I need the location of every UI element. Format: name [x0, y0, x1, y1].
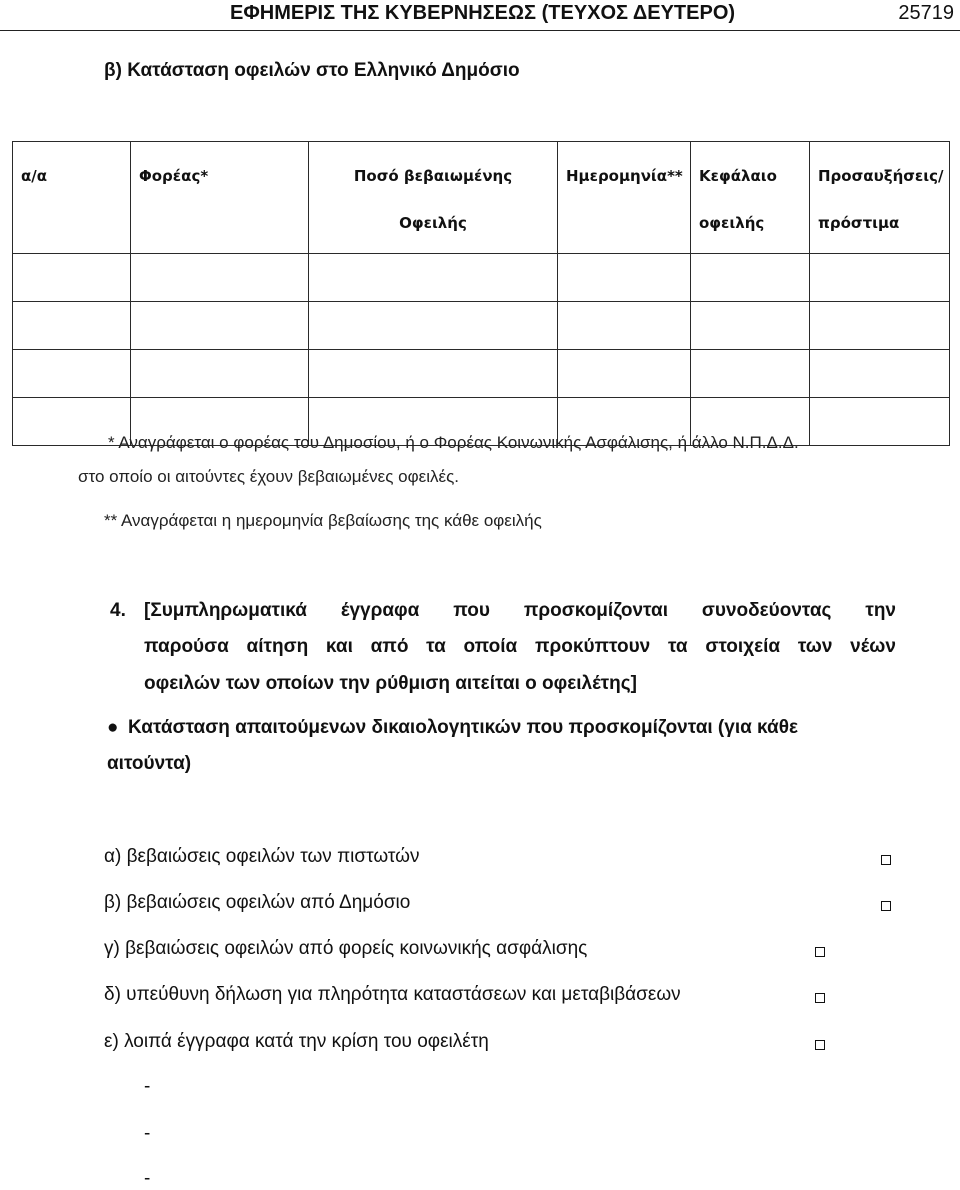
document-item-creditor-certificates: α) βεβαιώσεις οφειλών των πιστωτών: [104, 846, 420, 867]
table-cell[interactable]: [13, 350, 131, 398]
column-header-principal: Κεφάλαιο οφειλής: [691, 142, 810, 254]
table-cell[interactable]: [558, 302, 691, 350]
gazette-header-title: ΕΦΗΜΕΡΙΣ ΤΗΣ ΚΥΒΕΡΝΗΣΕΩΣ (ΤΕΥΧΟΣ ΔΕΥΤΕΡΟ): [230, 2, 736, 24]
table-cell[interactable]: [131, 350, 309, 398]
table-row: [13, 350, 950, 398]
section-4-number: 4.: [110, 600, 126, 621]
table-cell[interactable]: [810, 350, 950, 398]
heading-word: [Συμπληρωματικά: [144, 600, 307, 621]
checkbox-solemn-declaration[interactable]: [815, 993, 825, 1003]
debts-table: [12, 141, 950, 446]
table-cell[interactable]: [13, 254, 131, 302]
table-cell[interactable]: [558, 254, 691, 302]
table-cell[interactable]: [691, 350, 810, 398]
heading-word: τα: [667, 636, 688, 657]
table-cell[interactable]: [309, 254, 558, 302]
page-number: 25719: [898, 2, 954, 24]
checkbox-public-sector-certificates[interactable]: [881, 901, 891, 911]
table-cell[interactable]: [691, 302, 810, 350]
table-cell[interactable]: [131, 302, 309, 350]
list-dash: -: [144, 1168, 151, 1189]
required-documents-heading-continued: αιτούντα): [107, 753, 192, 774]
document-item-other-documents: ε) λοιπά έγγραφα κατά την κρίση του οφειλέτη: [104, 1031, 489, 1052]
column-header-date: Ημερομηνία**: [558, 142, 691, 254]
table-cell[interactable]: [309, 350, 558, 398]
section-4-heading-line-1: [144, 600, 896, 622]
heading-word: τα: [426, 636, 446, 657]
heading-word: έγγραφα: [340, 600, 420, 621]
table-cell[interactable]: [810, 398, 950, 446]
table-cell[interactable]: [691, 254, 810, 302]
heading-word: αίτηση: [246, 636, 309, 657]
heading-word: παρούσα: [144, 636, 229, 657]
heading-word: προκύπτουν: [534, 636, 651, 657]
heading-word: την: [865, 600, 896, 621]
list-dash: -: [144, 1076, 151, 1097]
heading-word: και: [325, 636, 353, 657]
table-cell[interactable]: [810, 254, 950, 302]
table-header-row: [13, 142, 950, 254]
footnote-date: ** Αναγράφεται η ημερομηνία βεβαίωσης της κάθε οφειλής: [104, 511, 542, 530]
table-cell[interactable]: [309, 302, 558, 350]
heading-word: από: [370, 636, 409, 657]
table-cell[interactable]: [810, 302, 950, 350]
table-row: [13, 302, 950, 350]
section-title: β) Κατάσταση οφειλών στο Ελληνικό Δημόσιο: [104, 60, 520, 81]
document-item-social-security-certificates: γ) βεβαιώσεις οφειλών από φορείς κοινωνικής ασφάλισης: [104, 938, 588, 959]
column-header-surcharges: Προσαυξήσεις/ πρόστιμα: [810, 142, 950, 254]
checkbox-other-documents[interactable]: [815, 1040, 825, 1050]
section-4-heading-line-3: οφειλών των οποίων την ρύθμιση αιτείται ο οφειλέτης]: [144, 673, 637, 694]
table-cell[interactable]: [131, 254, 309, 302]
list-dash: -: [144, 1123, 151, 1144]
footnote-foreas-continued: στο οποίο οι αιτούντες έχουν βεβαιωμένες οφειλές.: [78, 467, 459, 486]
document-item-public-sector-certificates: β) βεβαιώσεις οφειλών από Δημόσιο: [104, 892, 411, 913]
column-header-aa: α/α: [13, 142, 131, 254]
bullet-icon: ●: [107, 717, 119, 738]
heading-word: οποία: [463, 636, 518, 657]
heading-word: νέων: [850, 636, 896, 657]
required-documents-heading: Κατάσταση απαιτούμενων δικαιολογητικών που προσκομίζονται (για κάθε: [128, 717, 798, 738]
heading-word: στοιχεία: [705, 636, 781, 657]
section-4-heading-line-2: [144, 636, 896, 658]
heading-word: που: [453, 600, 490, 621]
header-divider: [0, 30, 960, 31]
checkbox-social-security-certificates[interactable]: [815, 947, 825, 957]
table-cell[interactable]: [13, 302, 131, 350]
table-row: [13, 254, 950, 302]
table-cell[interactable]: [558, 350, 691, 398]
heading-word: προσκομίζονται: [523, 600, 668, 621]
document-item-solemn-declaration: δ) υπεύθυνη δήλωση για πληρότητα καταστάσεων και μεταβιβάσεων: [104, 984, 681, 1005]
column-header-amount: Ποσό βεβαιωμένης Οφειλής: [309, 142, 558, 254]
heading-word: των: [797, 636, 833, 657]
footnote-foreas: * Αναγράφεται ο φορέας του Δημοσίου, ή ο Φορέας Κοινωνικής Ασφάλισης, ή άλλο Ν.Π.Δ.Δ.: [108, 433, 799, 452]
heading-word: συνοδεύοντας: [701, 600, 832, 621]
checkbox-creditor-certificates[interactable]: [881, 855, 891, 865]
column-header-foreas: Φορέας*: [131, 142, 309, 254]
